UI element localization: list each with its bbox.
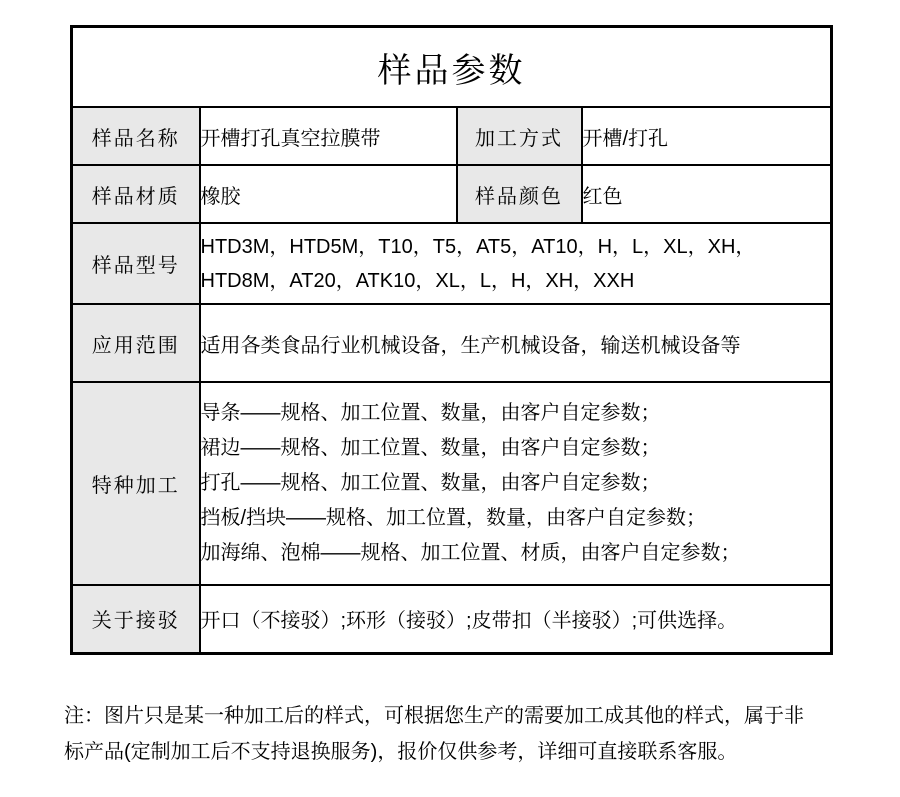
table-row-name-process <box>72 107 832 165</box>
sample-color-value: 红色 <box>582 165 832 223</box>
sample-parameters-table <box>70 25 833 655</box>
table-row-model <box>72 223 832 304</box>
special-line-sponge-foam: 加海绵、泡棉——规格、加工位置、材质，由客户自定参数； <box>200 542 741 564</box>
joint-info-value: 开口（不接驳）;环形（接驳）;皮带扣（半接驳）;可供选择。 <box>200 585 832 653</box>
special-line-punching: 打孔——规格、加工位置、数量，由客户自定参数； <box>200 472 661 494</box>
special-line-baffle-block: 挡板/挡块——规格、加工位置，数量，由客户自定参数； <box>200 507 707 529</box>
application-range-value: 适用各类食品行业机械设备，生产机械设备，输送机械设备等 <box>200 304 832 382</box>
sample-material-label: 样品材质 <box>72 165 200 223</box>
sample-name-value: 开槽打孔真空拉膜带 <box>200 107 457 165</box>
special-line-skirt-edge: 裙边——规格、加工位置、数量，由客户自定参数； <box>200 437 661 459</box>
footnote-line-1: 注：图片只是某一种加工后的样式，可根据您生产的需要加工成其他的样式，属于非 <box>64 705 804 727</box>
table-row-special-processing <box>72 382 832 585</box>
process-method-label: 加工方式 <box>457 107 582 165</box>
application-range-label: 应用范围 <box>72 304 200 382</box>
joint-info-label: 关于接驳 <box>72 585 200 653</box>
special-processing-label: 特种加工 <box>72 382 200 585</box>
model-line-1: HTD3M，HTD5M，T10，T5，AT5，AT10，H，L，XL，XH， <box>200 235 756 258</box>
sample-model-value <box>200 223 832 304</box>
table-title: 样品参数 <box>72 27 832 108</box>
sample-material-value: 橡胶 <box>200 165 457 223</box>
sample-name-label: 样品名称 <box>72 107 200 165</box>
sample-model-label: 样品型号 <box>72 223 200 304</box>
footnote-line-2: 标产品(定制加工后不支持退换服务)，报价仅供参考，详细可直接联系客服。 <box>64 741 738 763</box>
special-processing-value <box>200 382 832 585</box>
table-row-joint <box>72 585 832 653</box>
table-row-application <box>72 304 832 382</box>
model-line-2: HTD8M，AT20，ATK10，XL，L，H，XH，XXH <box>200 269 635 292</box>
sample-color-label: 样品颜色 <box>457 165 582 223</box>
special-line-guide-strip: 导条——规格、加工位置、数量，由客户自定参数； <box>200 402 661 424</box>
table-row-material-color <box>72 165 832 223</box>
footnote <box>64 698 854 770</box>
process-method-value: 开槽/打孔 <box>582 107 832 165</box>
table-title-row <box>72 27 832 108</box>
